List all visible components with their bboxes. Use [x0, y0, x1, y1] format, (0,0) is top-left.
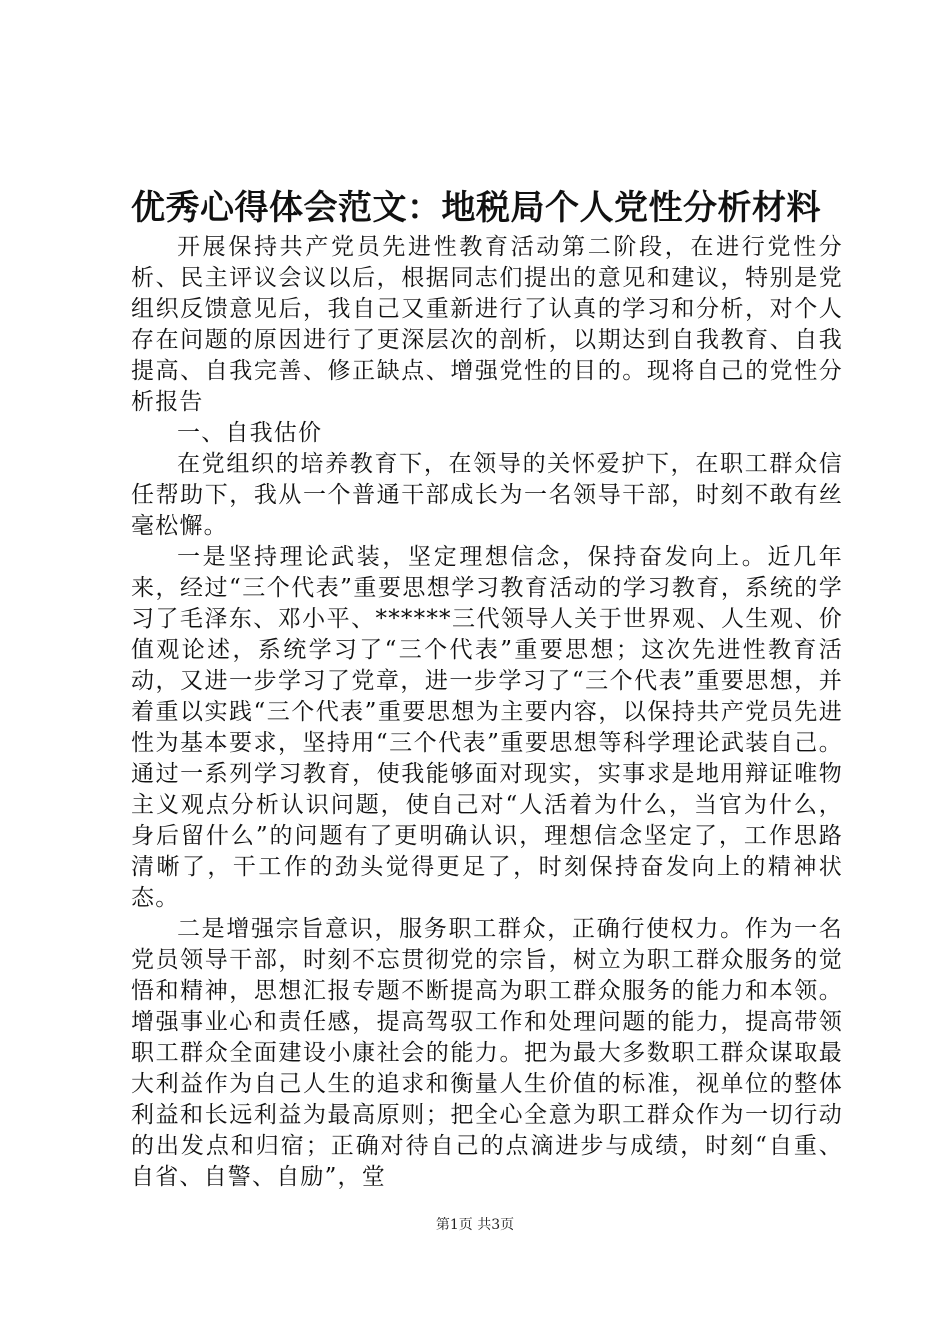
- paragraph-growth: 在党组织的培养教育下，在领导的关怀爱护下，在职工群众信任帮助下，我从一个普通干部成长为一名领导干部，时刻不敢有丝毫松懈。: [131, 451, 843, 539]
- page-footer: 第1页 共3页: [435, 1217, 515, 1233]
- paragraph-intro: 开展保持共产党员先进性教育活动第二阶段，在进行党性分析、民主评议会议以后，根据同志们提出的意见和建议，特别是党组织反馈意见后，我自己又重新进行了认真的学习和分析，对个人存在问题的原因进行了更深层次的剖析，以期达到自我教育、自我提高、自我完善、修正缺点、增强党性的目的。现将自己的党性分析报告: [131, 234, 843, 415]
- document-title: 优秀心得体会范文：地税局个人党性分析材料: [131, 188, 821, 228]
- paragraph-theory: 一是坚持理论武装，坚定理想信念，保持奋发向上。近几年来，经过“三个代表”重要思想学习教育活动的学习教育，系统的学习了毛泽东、邓小平、******三代领导人关于世界观、人生观、价值观论述，系统学习了“三个代表”重要思想；这次先进性教育活动，又进一步学习了党章，进一步学习了“三个代表”重要思想，并着重以实践“三个代表”重要思想为主要内容，以保持共产党员先进性为基本要求，坚持用“三个代表”重要思想等科学理论武装自己。通过一系列学习教育，使我能够面对现实，实事求是地用辩证唯物主义观点分析认识问题，使自己对“人活着为什么，当官为什么，身后留什么”的问题有了更明确认识，理想信念坚定了，工作思路清晰了，干工作的劲头觉得更足了，时刻保持奋发向上的精神状态。: [131, 544, 843, 911]
- section-heading-self-assessment: 一、自我估价: [177, 420, 323, 446]
- paragraph-service: 二是增强宗旨意识，服务职工群众，正确行使权力。作为一名党员领导干部，时刻不忘贯彻党的宗旨，树立为职工群众服务的觉悟和精神，思想汇报专题不断提高为职工群众服务的能力和本领。增强事业心和责任感，提高驾驭工作和处理问题的能力，提高带领职工群众全面建设小康社会的能力。把为最大多数职工群众谋取最大利益作为自己人生的追求和衡量人生价值的标准，视单位的整体利益和长远利益为最高原则；把全心全意为职工群众作为一切行动的出发点和归宿；正确对待自己的点滴进步与成绩，时刻“自重、自省、自警、自励”，堂: [131, 916, 843, 1190]
- document-body: [131, 232, 843, 1193]
